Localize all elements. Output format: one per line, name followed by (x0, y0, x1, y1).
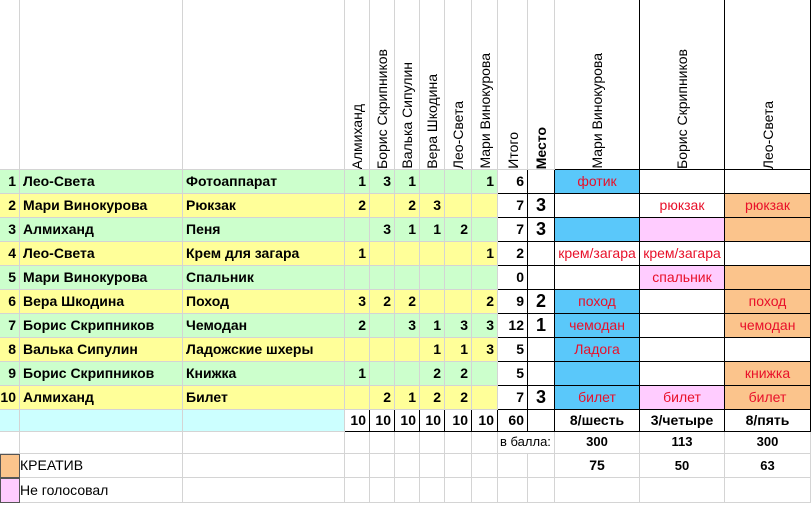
vote-cell[interactable]: фотик (555, 170, 640, 194)
score-cell[interactable]: 2 (445, 362, 472, 386)
judge-header-text: Лео-Света (450, 100, 466, 169)
author-cell[interactable]: Валька Сипулин (20, 338, 183, 362)
row-number[interactable]: 8 (0, 338, 20, 362)
voter-header-text: Борис Скрипников (674, 49, 690, 169)
row-number[interactable]: 3 (0, 218, 20, 242)
score-cell[interactable] (395, 242, 420, 266)
vote-cell[interactable]: книжка (725, 362, 811, 386)
score-cell[interactable] (395, 362, 420, 386)
empty-cell[interactable] (420, 478, 445, 503)
vote-cell[interactable]: рюкзак (725, 194, 811, 218)
score-cell[interactable] (445, 242, 472, 266)
score-cell[interactable]: 2 (445, 218, 472, 242)
vote-cell[interactable]: спальник (640, 266, 725, 290)
score-cell[interactable] (345, 386, 370, 410)
header-cell-blank[interactable] (183, 0, 345, 170)
score-cell[interactable] (345, 266, 370, 290)
total-cell[interactable]: 5 (498, 362, 528, 386)
empty-cell[interactable] (472, 478, 498, 503)
score-cell[interactable]: 1 (472, 170, 498, 194)
vote-cell[interactable]: билет (555, 386, 640, 410)
total-header[interactable] (498, 0, 528, 170)
voter-total-cell[interactable]: 8/пять (725, 410, 811, 432)
creative-value[interactable]: 50 (640, 454, 725, 478)
score-cell[interactable]: 2 (370, 290, 395, 314)
empty-cell[interactable] (370, 478, 395, 503)
vote-cell[interactable] (725, 170, 811, 194)
total-cell[interactable]: 7 (498, 194, 528, 218)
author-cell[interactable]: Алмиханд (20, 386, 183, 410)
empty-cell[interactable] (345, 454, 370, 478)
score-cell[interactable] (395, 338, 420, 362)
score-cell[interactable] (420, 242, 445, 266)
score-cell[interactable]: 2 (445, 386, 472, 410)
points-value[interactable]: 300 (555, 432, 640, 454)
judge-header[interactable] (472, 0, 498, 170)
judge-header-text: Мари Винокурова (476, 53, 493, 169)
empty-cell[interactable] (370, 432, 395, 454)
judge-header-text: Вера Шкодина (424, 74, 440, 169)
empty-cell[interactable] (725, 478, 811, 503)
voter-total-cell[interactable]: 3/четыре (640, 410, 725, 432)
total-cell[interactable]: 6 (498, 170, 528, 194)
score-cell[interactable] (445, 266, 472, 290)
score-cell[interactable]: 1 (420, 314, 445, 338)
vote-cell[interactable] (640, 290, 725, 314)
vote-cell[interactable]: поход (725, 290, 811, 314)
legend-swatch-creative[interactable] (0, 454, 20, 478)
voter-header[interactable] (555, 0, 640, 170)
total-cell[interactable]: 7 (498, 386, 528, 410)
empty-cell[interactable] (395, 454, 420, 478)
empty-cell[interactable] (345, 432, 370, 454)
vote-cell[interactable]: чемодан (555, 314, 640, 338)
empty-cell[interactable] (183, 454, 345, 478)
empty-cell[interactable] (445, 454, 472, 478)
score-total-cell[interactable]: 10 (472, 410, 498, 432)
voter-header-text: Мари Винокурова (589, 53, 605, 169)
score-cell[interactable] (345, 338, 370, 362)
score-cell[interactable] (420, 170, 445, 194)
grand-total-cell[interactable]: 60 (498, 410, 528, 432)
item-cell[interactable]: Спальник (183, 266, 345, 290)
points-value[interactable]: 113 (640, 432, 725, 454)
vote-cell[interactable]: крем/загара (640, 242, 725, 266)
row-number[interactable]: 2 (0, 194, 20, 218)
place-cell[interactable]: 3 (528, 218, 555, 242)
score-cell[interactable]: 1 (395, 386, 420, 410)
place-header[interactable] (528, 0, 555, 170)
score-cell[interactable] (472, 266, 498, 290)
empty-cell[interactable] (183, 432, 345, 454)
vote-cell[interactable] (725, 218, 811, 242)
empty-cell[interactable] (395, 478, 420, 503)
row-number[interactable]: 5 (0, 266, 20, 290)
vote-cell[interactable]: рюкзак (640, 194, 725, 218)
score-total-cell[interactable]: 10 (395, 410, 420, 432)
vote-cell[interactable] (640, 218, 725, 242)
score-cell[interactable] (445, 194, 472, 218)
place-cell[interactable] (528, 266, 555, 290)
score-cell[interactable]: 2 (395, 194, 420, 218)
vote-cell[interactable] (555, 218, 640, 242)
score-cell[interactable]: 1 (472, 242, 498, 266)
vote-cell[interactable] (640, 314, 725, 338)
score-cell[interactable]: 1 (395, 218, 420, 242)
judge-header-text: Борис Скрипников (374, 49, 390, 169)
score-total-cell[interactable]: 10 (370, 410, 395, 432)
vote-cell[interactable] (640, 362, 725, 386)
total-cell[interactable]: 7 (498, 218, 528, 242)
vote-cell[interactable]: поход (555, 290, 640, 314)
voter-total-cell[interactable]: 8/шесть (555, 410, 640, 432)
place-cell[interactable]: 2 (528, 290, 555, 314)
score-cell[interactable] (472, 194, 498, 218)
place-cell[interactable] (528, 362, 555, 386)
empty-cell[interactable] (472, 454, 498, 478)
score-cell[interactable]: 2 (472, 290, 498, 314)
author-cell[interactable]: Мари Винокурова (20, 266, 183, 290)
voter-header[interactable] (640, 0, 725, 170)
score-cell[interactable] (420, 266, 445, 290)
item-cell[interactable]: Чемодан (183, 314, 345, 338)
empty-cell[interactable] (445, 478, 472, 503)
vote-cell[interactable]: крем/загара (555, 242, 640, 266)
legend-label-creative[interactable]: КРЕАТИВ (20, 454, 183, 478)
author-cell[interactable]: Борис Скрипников (20, 314, 183, 338)
score-cell[interactable] (370, 338, 395, 362)
score-cell[interactable]: 3 (472, 314, 498, 338)
score-cell[interactable] (445, 290, 472, 314)
vote-cell[interactable] (555, 362, 640, 386)
place-cell[interactable]: 3 (528, 386, 555, 410)
item-cell[interactable]: Пеня (183, 218, 345, 242)
score-cell[interactable] (420, 290, 445, 314)
author-cell[interactable]: Борис Скрипников (20, 362, 183, 386)
judge-header[interactable] (370, 0, 395, 170)
points-label[interactable]: в балла: (498, 432, 555, 454)
judge-header[interactable] (420, 0, 445, 170)
score-cell[interactable]: 1 (420, 338, 445, 362)
row-number[interactable]: 9 (0, 362, 20, 386)
score-cell[interactable]: 1 (345, 170, 370, 194)
item-cell[interactable]: Поход (183, 290, 345, 314)
empty-cell[interactable] (395, 432, 420, 454)
voter-header-text: Лео-Света (759, 100, 776, 169)
header-cell-blank[interactable] (20, 0, 183, 170)
judge-header-text: Валька Сипулин (399, 62, 415, 169)
place-header-text: Место (533, 126, 549, 169)
place-cell[interactable] (528, 242, 555, 266)
row-number[interactable]: 7 (0, 314, 20, 338)
row-number[interactable]: 10 (0, 386, 20, 410)
totals-blank[interactable] (20, 410, 183, 432)
item-cell[interactable]: Рюкзак (183, 194, 345, 218)
totals-blank[interactable] (183, 410, 345, 432)
total-cell[interactable]: 2 (498, 242, 528, 266)
empty-cell[interactable] (0, 432, 20, 454)
author-cell[interactable]: Вера Шкодина (20, 290, 183, 314)
score-cell[interactable] (472, 386, 498, 410)
creative-value[interactable]: 75 (555, 454, 640, 478)
score-cell[interactable]: 3 (472, 338, 498, 362)
empty-cell[interactable] (20, 432, 183, 454)
total-cell[interactable]: 9 (498, 290, 528, 314)
score-cell[interactable] (445, 170, 472, 194)
judge-header[interactable] (395, 0, 420, 170)
vote-cell[interactable] (640, 338, 725, 362)
score-cell[interactable]: 3 (370, 218, 395, 242)
empty-cell[interactable] (472, 432, 498, 454)
empty-cell[interactable] (498, 454, 528, 478)
empty-cell[interactable] (420, 432, 445, 454)
legend-swatch-no-vote[interactable] (0, 478, 20, 503)
vote-cell[interactable] (640, 170, 725, 194)
row-number[interactable]: 4 (0, 242, 20, 266)
total-cell[interactable]: 5 (498, 338, 528, 362)
empty-cell[interactable] (370, 454, 395, 478)
header-cell-blank[interactable] (0, 0, 20, 170)
score-cell[interactable] (370, 266, 395, 290)
score-cell[interactable]: 1 (345, 362, 370, 386)
total-header-text: Итого (504, 132, 521, 169)
vote-cell[interactable] (725, 242, 811, 266)
vote-cell[interactable]: билет (725, 386, 811, 410)
judge-header[interactable] (345, 0, 370, 170)
score-cell[interactable]: 2 (345, 194, 370, 218)
place-cell[interactable] (528, 338, 555, 362)
score-cell[interactable]: 1 (445, 338, 472, 362)
author-cell[interactable]: Лео-Света (20, 170, 183, 194)
judge-header-text: Алмиханд (349, 103, 365, 169)
creative-value[interactable]: 63 (725, 454, 811, 478)
score-cell[interactable] (370, 194, 395, 218)
legend-label-no-vote[interactable]: Не голосовал (20, 478, 183, 503)
score-cell[interactable]: 1 (345, 242, 370, 266)
totals-blank[interactable] (0, 410, 20, 432)
empty-cell[interactable] (345, 478, 370, 503)
item-cell[interactable]: Книжка (183, 362, 345, 386)
place-cell[interactable] (528, 170, 555, 194)
voter-header[interactable] (725, 0, 811, 170)
score-total-cell[interactable]: 10 (420, 410, 445, 432)
score-cell[interactable] (370, 242, 395, 266)
place-cell[interactable]: 3 (528, 194, 555, 218)
vote-cell[interactable]: чемодан (725, 314, 811, 338)
score-total-cell[interactable]: 10 (445, 410, 472, 432)
item-cell[interactable]: Билет (183, 386, 345, 410)
score-cell[interactable]: 2 (420, 386, 445, 410)
score-cell[interactable]: 2 (395, 290, 420, 314)
empty-cell[interactable] (555, 478, 640, 503)
empty-cell[interactable] (445, 432, 472, 454)
row-number[interactable]: 6 (0, 290, 20, 314)
author-cell[interactable]: Мари Винокурова (20, 194, 183, 218)
empty-cell[interactable] (528, 478, 555, 503)
score-cell[interactable]: 1 (420, 218, 445, 242)
score-cell[interactable]: 2 (370, 386, 395, 410)
score-cell[interactable]: 3 (445, 314, 472, 338)
vote-cell[interactable] (725, 266, 811, 290)
empty-cell[interactable] (183, 478, 345, 503)
score-cell[interactable]: 1 (395, 170, 420, 194)
author-cell[interactable]: Алмиханд (20, 218, 183, 242)
score-cell[interactable]: 3 (345, 290, 370, 314)
score-cell[interactable]: 3 (395, 314, 420, 338)
totals-blank[interactable] (528, 410, 555, 432)
item-cell[interactable]: Крем для загара (183, 242, 345, 266)
empty-cell[interactable] (498, 478, 528, 503)
total-cell[interactable]: 12 (498, 314, 528, 338)
vote-cell[interactable]: Ладога (555, 338, 640, 362)
score-cell[interactable] (472, 218, 498, 242)
item-cell[interactable]: Фотоаппарат (183, 170, 345, 194)
score-cell[interactable] (370, 362, 395, 386)
score-cell[interactable]: 3 (420, 194, 445, 218)
score-cell[interactable] (370, 314, 395, 338)
score-cell[interactable]: 2 (420, 362, 445, 386)
item-cell[interactable]: Ладожские шхеры (183, 338, 345, 362)
author-cell[interactable]: Лео-Света (20, 242, 183, 266)
vote-cell[interactable] (725, 338, 811, 362)
total-cell[interactable]: 0 (498, 266, 528, 290)
score-cell[interactable] (472, 362, 498, 386)
score-cell[interactable] (345, 218, 370, 242)
score-total-cell[interactable]: 10 (345, 410, 370, 432)
score-cell[interactable] (395, 266, 420, 290)
empty-cell[interactable] (420, 454, 445, 478)
vote-cell[interactable]: билет (640, 386, 725, 410)
score-cell[interactable]: 2 (345, 314, 370, 338)
empty-cell[interactable] (640, 478, 725, 503)
row-number[interactable]: 1 (0, 170, 20, 194)
empty-cell[interactable] (528, 454, 555, 478)
judge-header[interactable] (445, 0, 472, 170)
points-value[interactable]: 300 (725, 432, 811, 454)
place-cell[interactable]: 1 (528, 314, 555, 338)
vote-cell[interactable] (555, 194, 640, 218)
score-cell[interactable]: 3 (370, 170, 395, 194)
vote-cell[interactable] (555, 266, 640, 290)
